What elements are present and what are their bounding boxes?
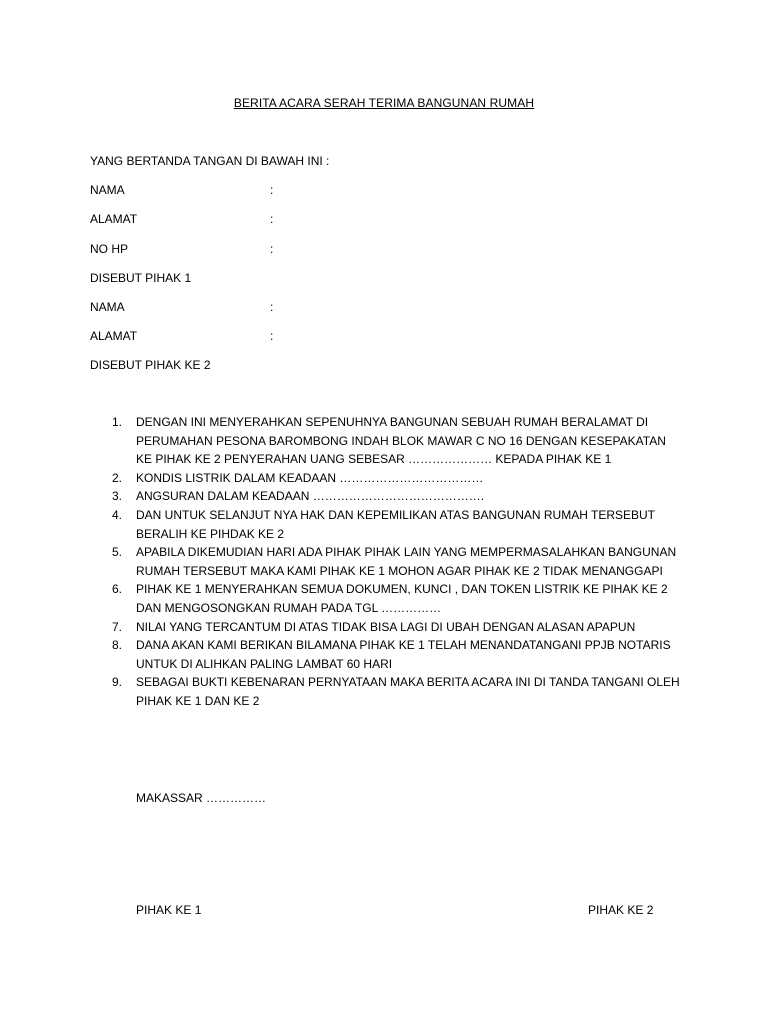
clause-number: 3. <box>112 489 123 504</box>
place-date-line: MAKASSAR …………… <box>136 791 267 805</box>
clause-number: 2. <box>112 470 123 485</box>
clause-list <box>90 413 680 711</box>
party2-name-colon: : <box>270 300 274 314</box>
clause-item <box>90 487 680 506</box>
party1-phone-colon: : <box>270 242 274 256</box>
clause-item <box>90 469 680 488</box>
clause-number: 4. <box>112 507 123 522</box>
party2-designation: DISEBUT PIHAK KE 2 <box>90 358 211 372</box>
clause-text: DANA AKAN KAMI BERIKAN BILAMANA PIHAK KE 1 TELAH MENANDATANGANI PPJB NOTARIS UNTUK DI ALIHKAN PALING LAMBAT 60 HARI <box>136 638 671 671</box>
intro-statement: YANG BERTANDA TANGAN DI BAWAH INI : <box>90 154 330 168</box>
clause-item <box>90 580 680 617</box>
signature-party2-label: PIHAK KE 2 <box>588 903 654 917</box>
clause-number: 8. <box>112 638 123 653</box>
clause-text: DENGAN INI MENYERAHKAN SEPENUHNYA BANGUNAN SEBUAH RUMAH BERALAMAT DI PERUMAHAN PESONA BAROMBONG INDAH BLOK MAWAR C NO 16 DENGAN KESEPAKATAN KE PIHAK KE 2 PENYERAHAN UANG SEBESAR ………………… KEPADA PIHAK KE 1 <box>136 415 666 467</box>
party2-address-label: ALAMAT <box>90 329 138 343</box>
clause-item <box>90 673 680 710</box>
party1-designation: DISEBUT PIHAK 1 <box>90 271 192 285</box>
clause-item <box>90 618 680 637</box>
party2-name-label: NAMA <box>90 300 125 314</box>
clause-text: ANGSURAN DALAM KEADAAN ……………………………………. <box>136 489 485 504</box>
signature-party1-label: PIHAK KE 1 <box>136 903 202 917</box>
clause-number: 1. <box>112 415 123 429</box>
clause-item <box>90 413 680 469</box>
clause-text: KONDIS LISTRIK DALAM KEADAAN ……………………………… <box>136 470 484 485</box>
clause-text: PIHAK KE 1 MENYERAHKAN SEMUA DOKUMEN, KUNCI , DAN TOKEN LISTRIK KE PIHAK KE 2 DAN MENGOSONGKAN RUMAH PADA TGL …………… <box>136 582 668 615</box>
party1-address-label: ALAMAT <box>90 212 138 226</box>
clause-text: DAN UNTUK SELANJUT NYA HAK DAN KEPEMILIKAN ATAS BANGUNAN RUMAH TERSEBUT BERALIH KE PIHDAK KE 2 <box>136 507 655 541</box>
clause-number: 5. <box>112 545 123 560</box>
party2-address-colon: : <box>270 329 274 343</box>
clause-item <box>90 636 680 673</box>
party1-address-colon: : <box>270 212 274 226</box>
document-title: BERITA ACARA SERAH TERIMA BANGUNAN RUMAH <box>233 96 535 110</box>
clause-text: SEBAGAI BUKTI KEBENARAN PERNYATAAN MAKA BERITA ACARA INI DI TANDA TANGANI OLEH PIHAK KE 1 DAN KE 2 <box>136 675 680 708</box>
party1-name-label: NAMA <box>90 183 125 197</box>
clause-number: 7. <box>112 619 123 634</box>
clause-number: 9. <box>112 675 123 690</box>
clause-item <box>90 543 680 580</box>
party1-name-colon: : <box>270 183 274 197</box>
clause-item <box>90 506 680 543</box>
clause-text: NILAI YANG TERCANTUM DI ATAS TIDAK BISA LAGI DI UBAH DENGAN ALASAN APAPUN <box>136 619 636 634</box>
party1-phone-label: NO HP <box>90 242 129 256</box>
clause-number: 6. <box>112 582 123 597</box>
clause-text: APABILA DIKEMUDIAN HARI ADA PIHAK PIHAK LAIN YANG MEMPERMASALAHKAN BANGUNAN RUMAH TERSEBUT MAKA KAMI PIHAK KE 1 MOHON AGAR PIHAK KE 2 TIDAK MENANGGAPI <box>136 545 677 578</box>
